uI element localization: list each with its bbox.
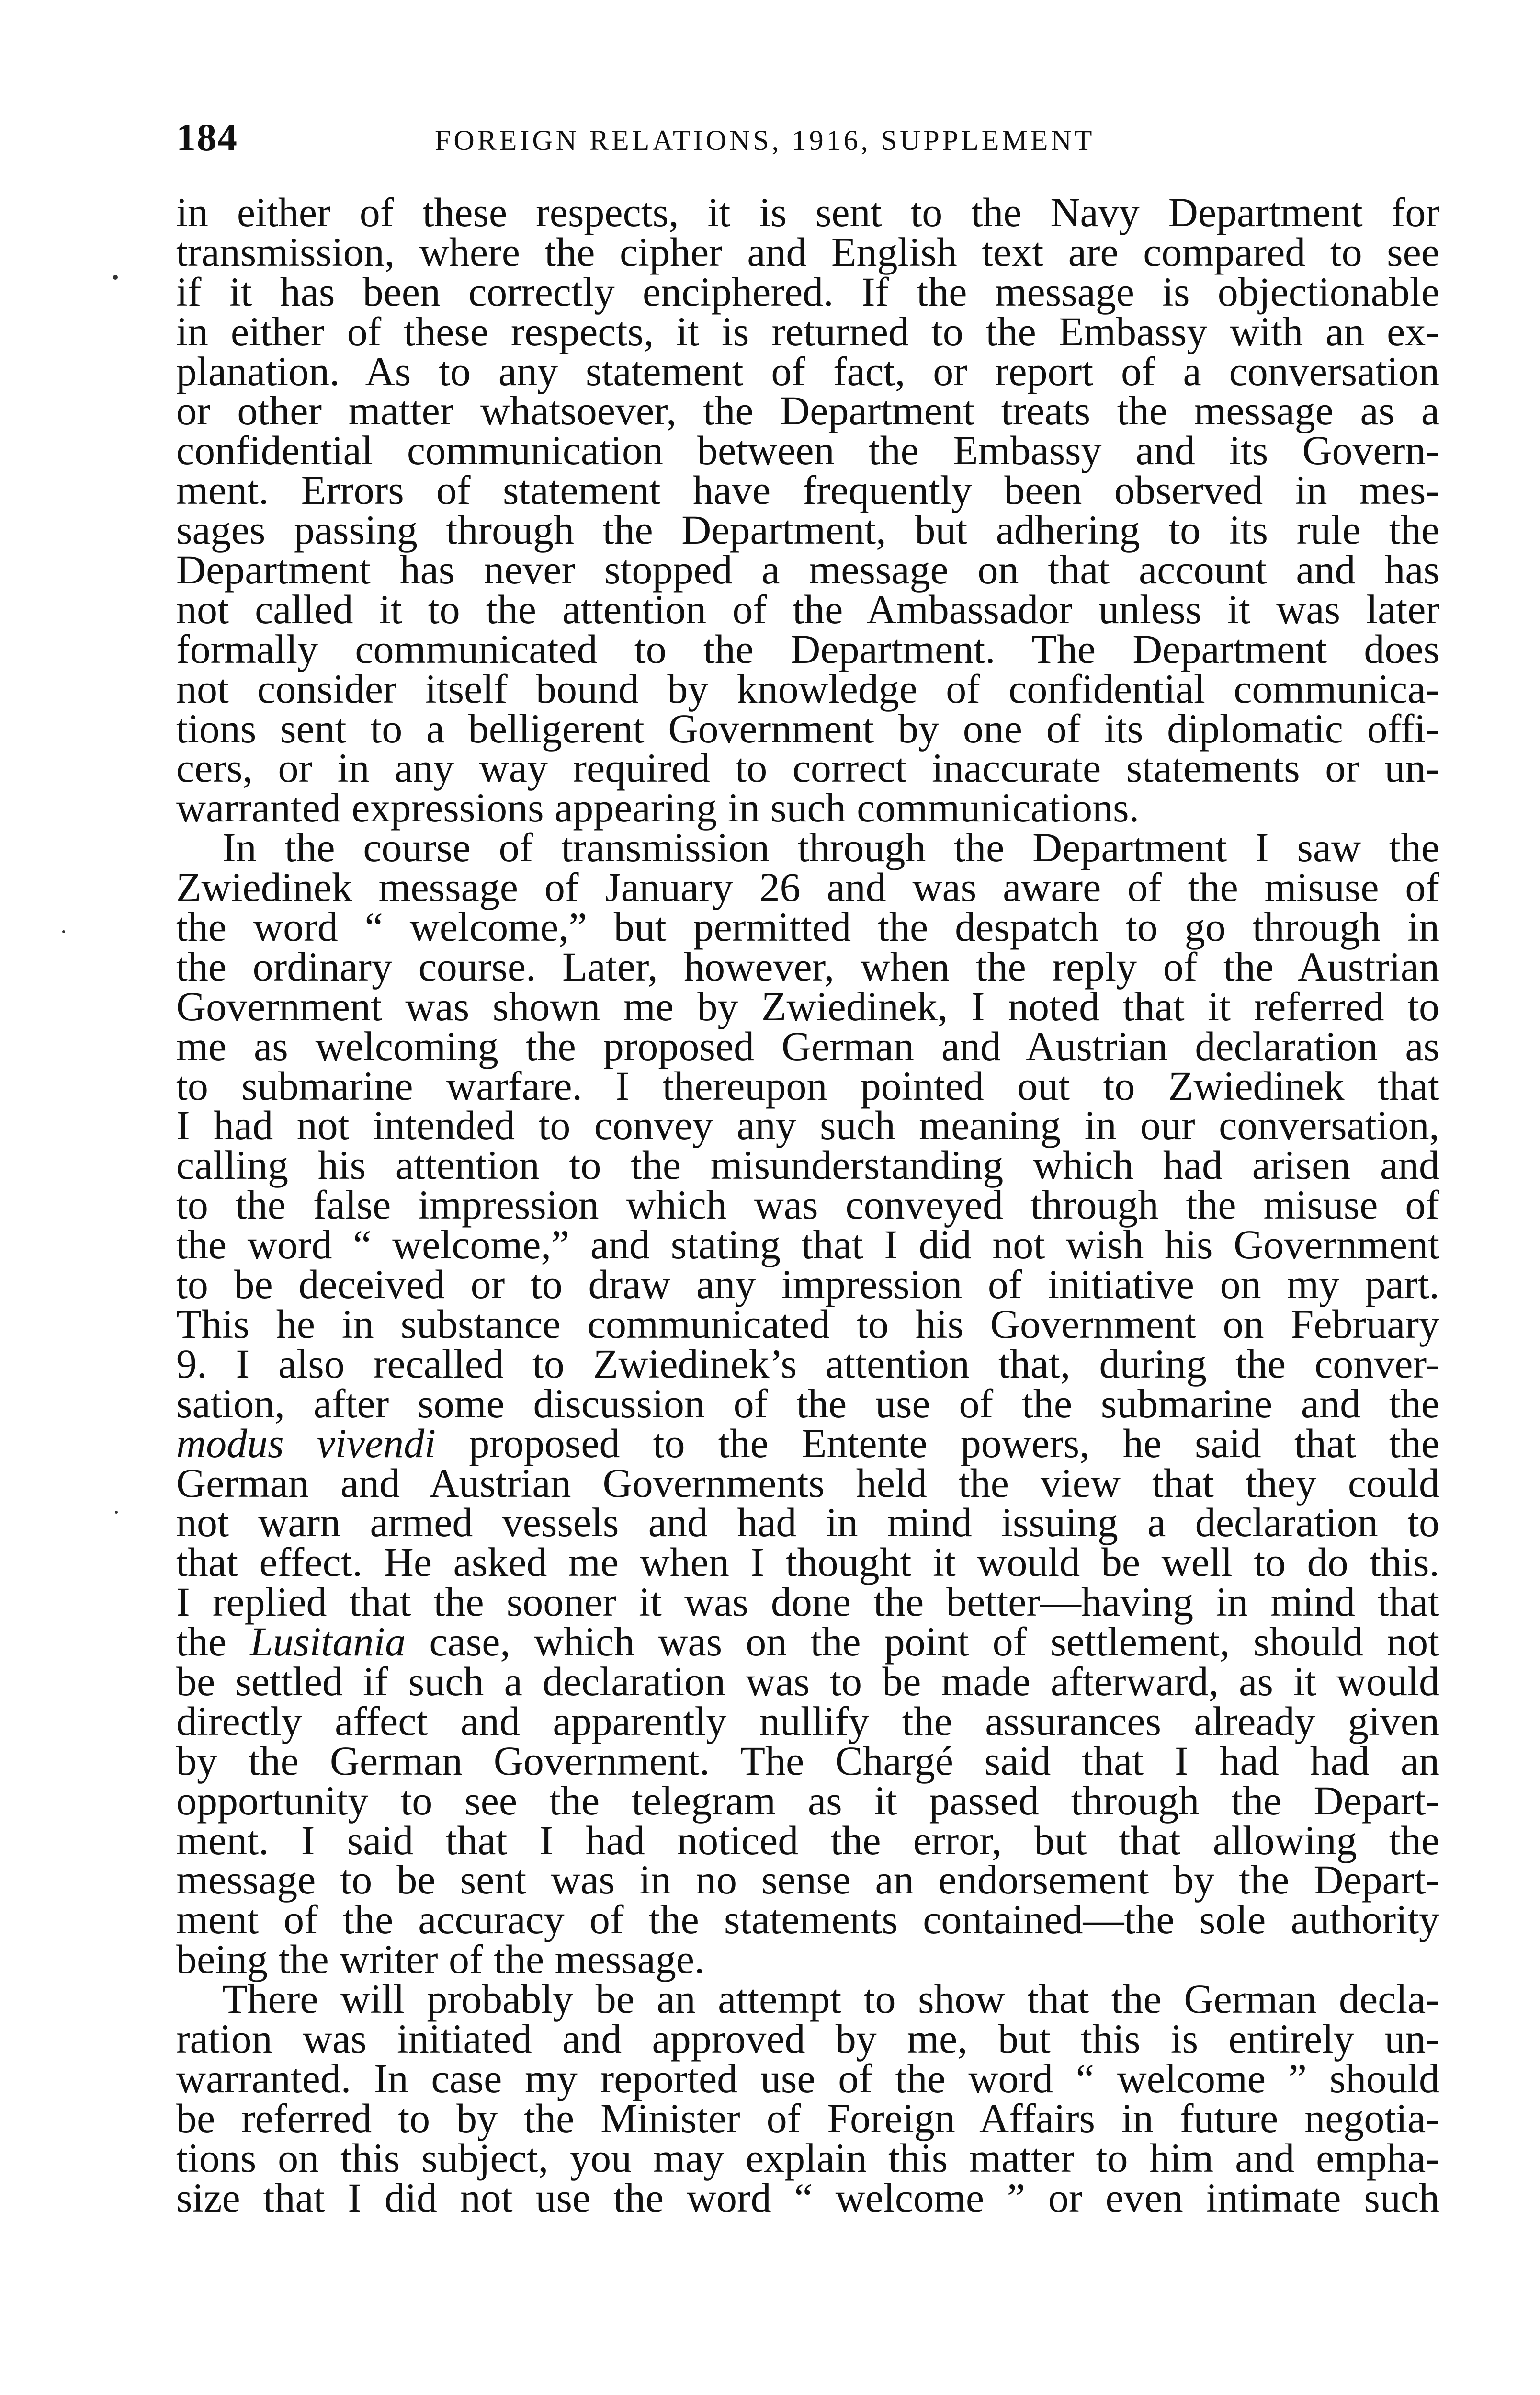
paragraph-1 — [176, 189, 1439, 831]
text-line: being the writer of the message. — [176, 1936, 705, 1983]
text-line: to the false impression which was conveyed through the misuse of — [176, 1182, 1439, 1228]
text-line: confidential communication between the Embassy and its Govern- — [176, 427, 1439, 474]
text-line: sages passing through the Department, but adhering to its rule the — [176, 507, 1439, 553]
text-line: the word “ welcome,” but permitted the despatch to go through in — [176, 904, 1439, 950]
text-line: modus vivendi proposed to the Entente powers, he said that the — [176, 1420, 1440, 1466]
text-line: not warn armed vessels and had in mind issuing a declaration to — [176, 1499, 1439, 1546]
text-line: opportunity to see the telegram as it passed through the Depart- — [176, 1777, 1439, 1824]
text-line: in either of these respects, it is returned to the Embassy with an ex- — [176, 308, 1439, 354]
text-line: be settled if such a declaration was to be made afterward, as it would — [176, 1658, 1439, 1704]
running-head: FOREIGN RELATIONS, 1916, SUPPLEMENT — [435, 125, 1095, 156]
text-line: transmission, where the cipher and English text are compared to see — [176, 228, 1439, 275]
page-number: 184 — [176, 115, 238, 159]
text-line: warranted. In case my reported use of the word “ welcome ” should — [176, 2055, 1439, 2101]
text-line: not consider itself bound by knowledge of confidential communica- — [176, 665, 1439, 712]
text-line: to submarine warfare. I thereupon pointed out to Zwiedinek that — [176, 1062, 1439, 1109]
text-line: warranted expressions appearing in such communications. — [176, 785, 1140, 831]
text-line: cers, or in any way required to correct inaccurate statements or un- — [176, 745, 1439, 791]
text-line: ment of the accuracy of the statements contained—the sole authority — [176, 1896, 1439, 1943]
text-line: tions sent to a belligerent Government by one of its diplomatic offi- — [176, 705, 1439, 752]
text-line: I replied that the sooner it was done the better—having in mind that — [176, 1579, 1439, 1625]
text-line: This he in substance communicated to his Government on February — [176, 1300, 1439, 1347]
text-line: or other matter whatsoever, the Department treats the message as a — [176, 388, 1439, 434]
body-text — [176, 189, 1440, 2221]
text-line: sation, after some discussion of the use of the submarine and the — [176, 1380, 1439, 1426]
text-line: In the course of transmission through the Department I saw the — [222, 824, 1439, 871]
paragraph-2 — [176, 824, 1440, 1983]
text-line: calling his attention to the misunderstanding which had arisen and — [176, 1142, 1439, 1188]
text-line: Government was shown me by Zwiedinek, I noted that it referred to — [176, 983, 1439, 1029]
text-line: directly affect and apparently nullify the assurances already given — [176, 1698, 1439, 1744]
paragraph-3 — [176, 1976, 1439, 2221]
text-line: There will probably be an attempt to show that the German decla- — [222, 1976, 1439, 2022]
text-line: message to be sent was in no sense an endorsement by the Depart- — [176, 1857, 1439, 1903]
text-line: tions on this subject, you may explain this matter to him and empha- — [176, 2134, 1439, 2181]
text-line: not called it to the attention of the Ambassador unless it was later — [176, 586, 1439, 632]
margin-mark — [115, 1511, 118, 1514]
text-line: ment. Errors of statement have frequently been observed in mes- — [176, 467, 1439, 513]
text-line: 9. I also recalled to Zwiedinek’s attention that, during the conver- — [176, 1340, 1439, 1387]
text-line: I had not intended to convey any such meaning in our conversation, — [176, 1102, 1439, 1149]
text-line: in either of these respects, it is sent to the Navy Department for — [176, 189, 1439, 235]
text-line: ration was initiated and approved by me, but this is entirely un- — [176, 2015, 1439, 2062]
text-line: size that I did not use the word “ welcome ” or even intimate such — [176, 2174, 1439, 2221]
text-line: to be deceived or to draw any impression of initiative on my part. — [176, 1261, 1439, 1308]
text-line: that effect. He asked me when I thought it would be well to do this. — [176, 1539, 1439, 1585]
text-line: the word “ welcome,” and stating that I did not wish his Government — [176, 1221, 1439, 1268]
text-line: formally communicated to the Department. The Department does — [176, 626, 1439, 672]
text-line: the Lusitania case, which was on the point of settlement, should not — [176, 1619, 1439, 1665]
italic-term: modus vivendi — [176, 1420, 436, 1466]
text-line: Zwiedinek message of January 26 and was aware of the misuse of — [176, 864, 1439, 911]
text-line: by the German Government. The Chargé said that I had had an — [176, 1737, 1439, 1784]
text-line: planation. As to any statement of fact, or report of a conversation — [176, 348, 1439, 394]
italic-term: Lusitania — [250, 1619, 406, 1665]
margin-mark — [113, 275, 118, 280]
text-line: the ordinary course. Later, however, when the reply of the Austrian — [176, 943, 1439, 990]
page-header — [176, 111, 1440, 164]
text-line: ment. I said that I had noticed the error, but that allowing the — [176, 1817, 1439, 1863]
text-line: German and Austrian Governments held the view that they could — [176, 1460, 1439, 1506]
text-line: if it has been correctly enciphered. If the message is objectionable — [176, 268, 1439, 315]
margin-mark — [62, 930, 65, 933]
text-line: Department has never stopped a message on that account and has — [176, 547, 1439, 593]
text-line: me as welcoming the proposed German and Austrian declaration as — [176, 1023, 1439, 1069]
text-line: be referred to by the Minister of Foreign Affairs in future negotia- — [176, 2095, 1439, 2141]
